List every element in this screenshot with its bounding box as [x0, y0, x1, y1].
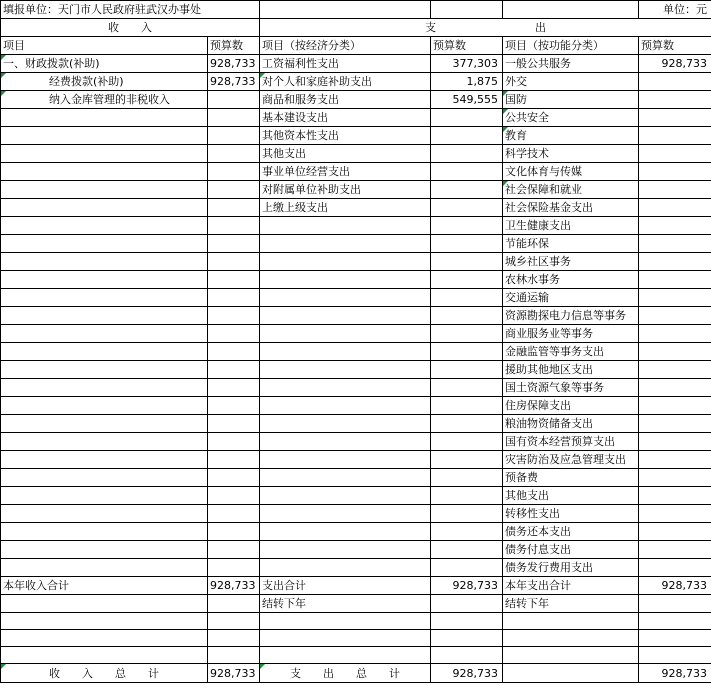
func-item: 转移性支出 [503, 505, 639, 523]
func-value [639, 217, 711, 235]
income-total-value: 928,733 [208, 577, 260, 595]
header-row [1, 1, 711, 19]
func-value [639, 307, 711, 325]
col-func-item: 项目（按功能分类） [503, 37, 639, 55]
col-income-item: 项目 [1, 37, 208, 55]
table-row [1, 451, 711, 469]
summary-row [1, 577, 711, 595]
econ-value: 377,303 [431, 55, 503, 73]
econ-value [431, 199, 503, 217]
func-item: 国土资源气象等事务 [503, 379, 639, 397]
econ-value [431, 127, 503, 145]
table-row [1, 307, 711, 325]
func-item: 卫生健康支出 [503, 217, 639, 235]
func-value [639, 361, 711, 379]
func-item: 资源勘探电力信息等事务 [503, 307, 639, 325]
table-row [1, 343, 711, 361]
func-item: 公共安全 [503, 109, 639, 127]
table-row [1, 181, 711, 199]
func-value [639, 415, 711, 433]
table-row [1, 253, 711, 271]
income-grand-value: 928,733 [208, 664, 260, 683]
func-item: 债务付息支出 [503, 541, 639, 559]
carry-econ-label: 结转下年 [260, 595, 431, 613]
func-item: 预备费 [503, 469, 639, 487]
table-row [1, 145, 711, 163]
func-item: 社会保险基金支出 [503, 199, 639, 217]
econ-value [431, 109, 503, 127]
func-value [639, 379, 711, 397]
func-item: 教育 [503, 127, 639, 145]
table-row [1, 559, 711, 577]
func-total-label: 本年支出合计 [503, 577, 639, 595]
func-value [639, 523, 711, 541]
func-value [639, 559, 711, 577]
func-item: 其他支出 [503, 487, 639, 505]
table-row [1, 415, 711, 433]
func-value [639, 451, 711, 469]
expense-grand-value: 928,733 [431, 664, 503, 683]
column-header-row [1, 37, 711, 55]
func-item: 一般公共服务 [503, 55, 639, 73]
econ-value: 1,875 [431, 73, 503, 91]
expense-grand-label: 支 出 总 计 [260, 664, 431, 683]
unit-label: 填报单位：天门市人民政府驻武汉办事处 [1, 1, 260, 19]
blank-row [1, 630, 711, 647]
func-value [639, 73, 711, 91]
func-value [639, 181, 711, 199]
table-row [1, 109, 711, 127]
func-item: 科学技术 [503, 145, 639, 163]
income-item: 经费拨款(补助) [1, 73, 208, 91]
table-row [1, 289, 711, 307]
func-value [639, 289, 711, 307]
col-income-budget: 预算数 [208, 37, 260, 55]
col-econ-budget: 预算数 [431, 37, 503, 55]
func-item: 援助其他地区支出 [503, 361, 639, 379]
func-value [639, 199, 711, 217]
func-value [639, 469, 711, 487]
income-total-label: 本年收入合计 [1, 577, 208, 595]
econ-item: 其他资本性支出 [260, 127, 431, 145]
func-item: 交通运输 [503, 289, 639, 307]
econ-value: 549,555 [431, 91, 503, 109]
blank-row [1, 613, 711, 630]
func-value [639, 343, 711, 361]
econ-item: 工资福利性支出 [260, 55, 431, 73]
table-row [1, 379, 711, 397]
table-row [1, 541, 711, 559]
func-item: 灾害防治及应急管理支出 [503, 451, 639, 469]
func-item: 文化体育与传媒 [503, 163, 639, 181]
func-item: 外交 [503, 73, 639, 91]
currency-label: 单位：元 [639, 1, 711, 19]
econ-item: 其他支出 [260, 145, 431, 163]
table-row [1, 163, 711, 181]
table-row [1, 361, 711, 379]
func-item: 节能环保 [503, 235, 639, 253]
col-econ-item: 项目（按经济分类） [260, 37, 431, 55]
carry-row [1, 595, 711, 613]
econ-item: 上缴上级支出 [260, 199, 431, 217]
blank-row [1, 647, 711, 664]
income-grand-label: 收 入 总 计 [1, 664, 208, 683]
income-item: 纳入金库管理的非税收入 [1, 91, 208, 109]
func-item: 社会保障和就业 [503, 181, 639, 199]
income-value [208, 91, 260, 109]
table-row [1, 199, 711, 217]
func-item: 住房保障支出 [503, 397, 639, 415]
func-item: 城乡社区事务 [503, 253, 639, 271]
func-item: 金融监管等事务支出 [503, 343, 639, 361]
func-item: 粮油物资储备支出 [503, 415, 639, 433]
func-value [639, 127, 711, 145]
func-value [639, 145, 711, 163]
func-value [639, 163, 711, 181]
table-row [1, 523, 711, 541]
econ-item: 事业单位经营支出 [260, 163, 431, 181]
table-row [1, 469, 711, 487]
func-value [639, 487, 711, 505]
income-value: 928,733 [208, 73, 260, 91]
func-value [639, 541, 711, 559]
table-row [1, 271, 711, 289]
col-func-budget: 预算数 [639, 37, 711, 55]
table-row [1, 73, 711, 91]
table-row [1, 325, 711, 343]
func-item: 债务还本支出 [503, 523, 639, 541]
table-row [1, 397, 711, 415]
table-row [1, 91, 711, 109]
table-row [1, 487, 711, 505]
func-item: 商业服务业等事务 [503, 325, 639, 343]
table-row [1, 55, 711, 73]
grand-total-row [1, 664, 711, 683]
func-total-value: 928,733 [639, 577, 711, 595]
expense-total-value: 928,733 [431, 577, 503, 595]
section-title-row [1, 19, 711, 37]
table-row [1, 235, 711, 253]
func-value [639, 433, 711, 451]
func-value [639, 91, 711, 109]
table-row [1, 505, 711, 523]
func-value [639, 505, 711, 523]
func-value [639, 235, 711, 253]
func-value [639, 109, 711, 127]
econ-item: 商品和服务支出 [260, 91, 431, 109]
func-value [639, 253, 711, 271]
table-row [1, 127, 711, 145]
func-item: 国有资本经营预算支出 [503, 433, 639, 451]
econ-item: 基本建设支出 [260, 109, 431, 127]
func-value [639, 271, 711, 289]
func-item: 农林水事务 [503, 271, 639, 289]
func-value: 928,733 [639, 55, 711, 73]
income-value: 928,733 [208, 55, 260, 73]
expense-total-label: 支出合计 [260, 577, 431, 595]
econ-value [431, 181, 503, 199]
func-item: 债务发行费用支出 [503, 559, 639, 577]
expense-title: 支 出 [260, 19, 711, 37]
income-title: 收 入 [1, 19, 260, 37]
econ-value [431, 145, 503, 163]
func-grand-value: 928,733 [639, 664, 711, 683]
carry-func-label: 结转下年 [503, 595, 639, 613]
func-value [639, 325, 711, 343]
econ-item: 对附属单位补助支出 [260, 181, 431, 199]
table-row [1, 433, 711, 451]
income-item: 一、财政拨款(补助) [1, 55, 208, 73]
func-value [639, 397, 711, 415]
func-item: 国防 [503, 91, 639, 109]
econ-item: 对个人和家庭补助支出 [260, 73, 431, 91]
econ-value [431, 163, 503, 181]
table-row [1, 217, 711, 235]
